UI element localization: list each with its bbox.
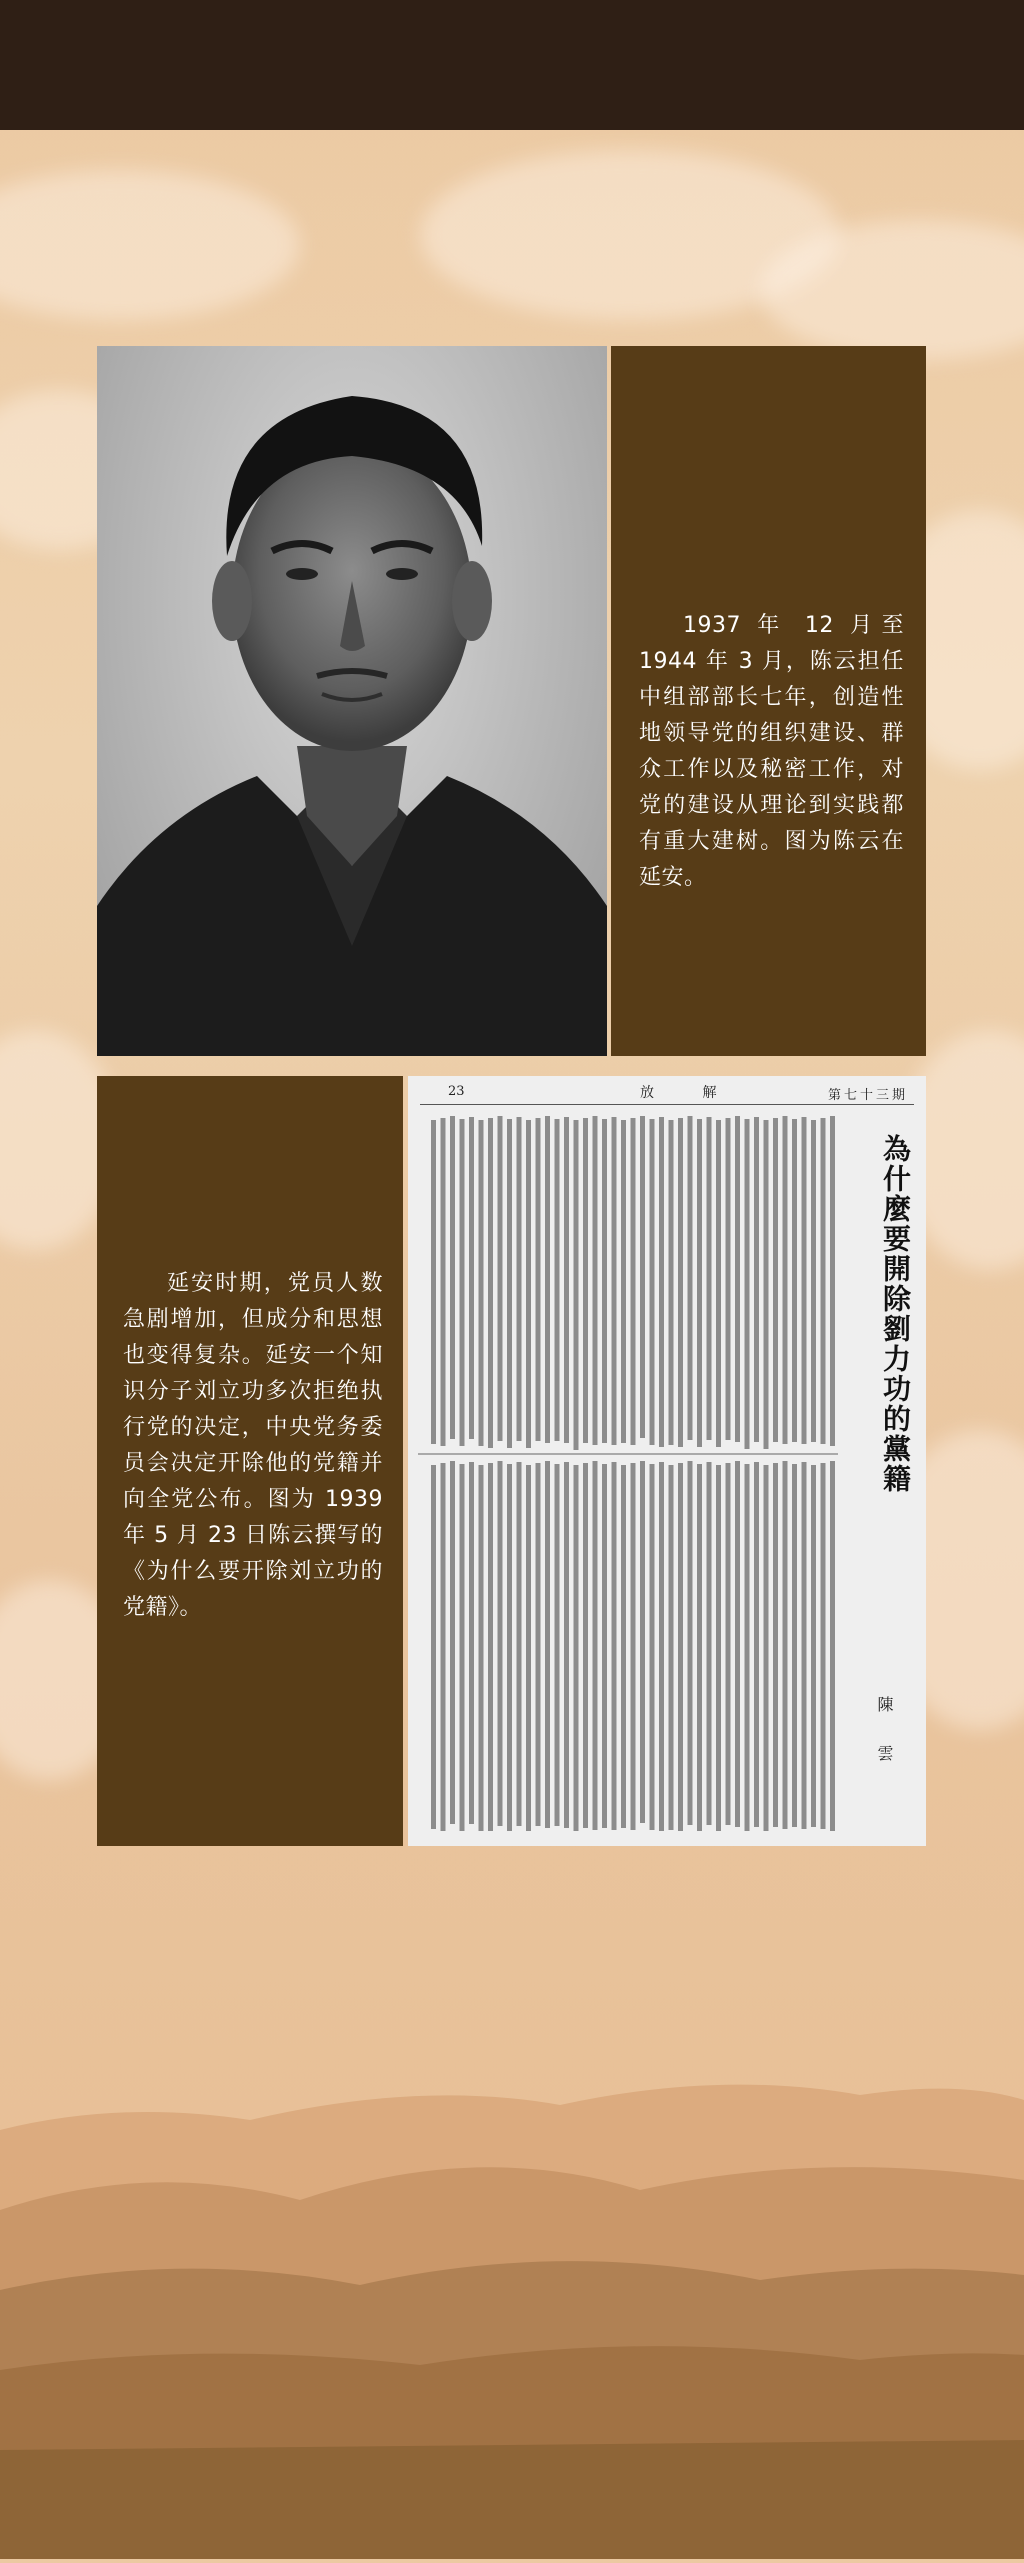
- caption-panel-top: [611, 346, 926, 1056]
- text-column: [450, 1461, 455, 1824]
- text-column: [441, 1463, 446, 1831]
- caption-panel-bottom: [97, 1076, 403, 1846]
- text-column: [545, 1116, 550, 1443]
- text-column: [764, 1120, 769, 1449]
- text-column: [830, 1461, 835, 1831]
- caption-top-text: 1937 年 12 月至 1944 年 3 月，陈云担任中组部部长七年，创造性地领导党的组织建设、群众工作以及秘密工作，对党的建设从理论到实践都有重大建树。图为陈云在延安。: [639, 613, 904, 890]
- text-column: [792, 1464, 797, 1827]
- text-column: [612, 1117, 617, 1445]
- text-column: [669, 1465, 674, 1830]
- text-column: [802, 1462, 807, 1829]
- text-column: [488, 1463, 493, 1831]
- portrait-photo: [97, 346, 607, 1056]
- text-column: [593, 1461, 598, 1830]
- article-author: 陳 雲: [875, 1696, 894, 1776]
- text-column: [821, 1118, 826, 1444]
- text-column: [783, 1461, 788, 1829]
- text-column: [811, 1120, 816, 1442]
- newspaper-clipping: [408, 1076, 926, 1846]
- text-column: [526, 1120, 531, 1448]
- text-column: [593, 1116, 598, 1445]
- text-column: [811, 1465, 816, 1827]
- text-column: [536, 1118, 541, 1441]
- text-column: [716, 1465, 721, 1831]
- text-column: [555, 1119, 560, 1441]
- newspaper-masthead: 放 解: [640, 1085, 739, 1101]
- text-column: [431, 1465, 436, 1829]
- article-body-text: [418, 1116, 838, 1831]
- text-column: [574, 1120, 579, 1450]
- text-column: [688, 1461, 693, 1825]
- newspaper-header: [420, 1076, 914, 1105]
- text-column: [707, 1117, 712, 1440]
- text-column: [754, 1117, 759, 1442]
- text-column: [479, 1120, 484, 1446]
- text-column: [564, 1462, 569, 1828]
- text-column: [697, 1464, 702, 1831]
- text-column: [583, 1118, 588, 1443]
- text-column: [745, 1119, 750, 1449]
- text-column: [830, 1116, 835, 1446]
- text-column: [764, 1465, 769, 1831]
- text-column: [602, 1119, 607, 1443]
- text-column: [707, 1462, 712, 1825]
- text-column: [726, 1118, 731, 1440]
- text-column: [469, 1462, 474, 1824]
- text-column: [564, 1117, 569, 1443]
- article-title: 為什麼要開除劉力功的黨籍: [879, 1134, 912, 1494]
- text-column: [555, 1464, 560, 1826]
- text-column: [517, 1462, 522, 1826]
- text-column: [773, 1463, 778, 1827]
- newspaper-issue: 第七十三期: [827, 1088, 908, 1103]
- text-column: [545, 1461, 550, 1828]
- text-column: [716, 1120, 721, 1447]
- text-column: [678, 1118, 683, 1447]
- text-column: [650, 1119, 655, 1445]
- text-column: [697, 1119, 702, 1447]
- text-column: [498, 1116, 503, 1441]
- text-column: [479, 1465, 484, 1831]
- text-column: [498, 1461, 503, 1826]
- text-column: [745, 1464, 750, 1831]
- text-column: [450, 1116, 455, 1439]
- text-column: [735, 1116, 740, 1442]
- text-column: [783, 1116, 788, 1444]
- text-column: [821, 1463, 826, 1829]
- text-column: [669, 1120, 674, 1445]
- newspaper-page-number: 23: [448, 1084, 465, 1099]
- text-column: [507, 1119, 512, 1448]
- text-column: [621, 1465, 626, 1828]
- text-column: [802, 1117, 807, 1444]
- text-column: [469, 1117, 474, 1439]
- text-column: [460, 1464, 465, 1831]
- text-column: [583, 1463, 588, 1828]
- text-column: [536, 1463, 541, 1826]
- text-column: [754, 1462, 759, 1827]
- text-column: [621, 1120, 626, 1443]
- caption-bottom-text: 延安时期，党员人数急剧增加，但成分和思想也变得复杂。延安一个知识分子刘立功多次拒绝执行党的决定，中央党务委员会决定开除他的党籍并向全党公布。图为 1939 年 5 月 23 日陈云撰写的《为什么要开除刘立功的党籍》。: [123, 1271, 383, 1620]
- text-column: [659, 1117, 664, 1447]
- text-column: [526, 1465, 531, 1831]
- text-column: [631, 1463, 636, 1830]
- text-column: [773, 1118, 778, 1442]
- text-column: [631, 1118, 636, 1445]
- text-column: [792, 1119, 797, 1442]
- top-band: [0, 0, 1024, 130]
- text-column: [460, 1119, 465, 1446]
- text-column: [688, 1116, 693, 1440]
- text-column: [659, 1462, 664, 1831]
- text-column: [678, 1463, 683, 1831]
- text-column: [612, 1462, 617, 1830]
- text-column: [726, 1463, 731, 1825]
- text-column: [507, 1464, 512, 1831]
- text-column: [602, 1464, 607, 1828]
- text-column: [517, 1117, 522, 1441]
- text-column: [441, 1118, 446, 1446]
- text-column: [650, 1464, 655, 1830]
- text-column: [574, 1465, 579, 1831]
- mountain-landscape: [0, 2010, 1024, 2559]
- text-column: [735, 1461, 740, 1827]
- text-column: [640, 1461, 645, 1823]
- portrait-figure: [97, 346, 607, 1056]
- text-column: [431, 1120, 436, 1444]
- text-column: [488, 1118, 493, 1448]
- text-column: [640, 1116, 645, 1438]
